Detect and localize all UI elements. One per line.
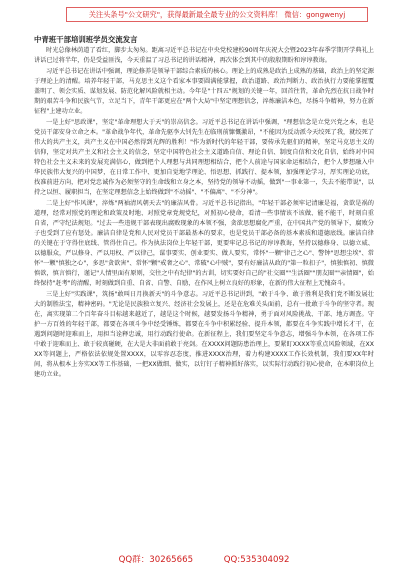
paragraph-theory: 习近平总书记在讲话中强调，理论修养是领导干部综合素质的核心。理论上的成熟是政治上成熟的基础，政治上的坚定源于理论上的清醒。培养年轻干部，马克思主义这个看家本事要圆满能掌握，政治道路、政治判断力、政治执行力要能掌握覆盖明了、领会实质、谋划发展、防范化解风险就相主动。今年是"十四五"规划的关键一年，回首往昔，革命先烈在抗日战争时期的艰苦斗争和民族气节，立足当下，青年干部更应在"两个大局"中坚定理想信念，淬炼廉洁本色，尽扬斗争精神，努力在新征程"上建功立业。: [34, 68, 374, 115]
document-body: [34, 34, 374, 380]
qq-group-text: QQ群：30265665: [118, 555, 194, 565]
contact-footer: [0, 553, 408, 567]
paragraph-practice-course: 三是上好"实践课"，筑扬"敢叫日月换新天"的斗争意志。习近平总书记讲到，"敢于斗争、敢于胜利是我们党不断发展壮大的制胜法宝，精神密码。"无论是民族独立复兴、经济社会发展上，还是在危难关头面前，总有一批敢于斗争的坚守者。现在，离实现第二个百年奋斗目标越来越近了，越是这个时候，越要发扬斗争精神，勇于面对风险挑战、干部、地方调查。守护一方百姓的年轻干部，都要在各项斗争中经受锤炼，都要在斗争中积累经验、提升本领，都要在斗争实践中增长才干，在遇到问题时迎难而上，用担当诠释忠诚，用行动践行使命。在新征程上，我们要坚定斗争意志，增强斗争本领，在各项工作中敢于迎难而上、敢于较真碰硬，在大是大非面前敢于亮剑。在XXXX问题防患治理上，要紧盯XXXX等重点风险领域，在XXXX等问题上，严格依法依规处置XXXX，以零容忍态度，推进XXXX治理，着力构建XXXX工作长效机制，我们要XX年时间，将从根本上夯实XX等工作基础，一把XX做细、做实，以钉钉子精神抓好落实，以实际行动践行初心使命，在本职岗位上建功立业。: [34, 291, 374, 378]
promo-banner[interactable]: 关注头条号"公文研究"，获得最新最全最专业的公文资料库！ 微信：gongwenyj: [66, 7, 368, 22]
paragraph-intro: 时光总像林荫道了看红，脚步太匆匆。距离习近平总书记在中央党校建校90周年庆祝大会暨2023年春季学期开学典礼上讲话已过将半年，仍是受益匪浅，今天重温了习总书记的讲话精神，再次体会到其中的殷殷期盼和谆谆教诲。: [34, 47, 374, 64]
paragraph-conduct-course: 二是上好"作风课"，淬炼"两袖清风朝天去"的廉洁风骨。习近平总书记指出，"年轻干部必须牢记清廉是福，贪欲是祸的道理，经常对照党的理论和政策及时地、对照党章党规党纪，对照初心使命，看清一些事情该不该做、能不能干，时刻自重自省，严守纪法规矩。"过去一些违规干部表现出腐败现象的本领不强，贪欲思想腐化严重，在中国共产党的领导下，腐败分子也受到了应有惩处。廉洁自律是党和人民对党员干部最基本的要求，也是党员干部必备的基本素质和道德底线。廉洁自律的关键在于守得住底线、管得住自己。作为执法岗位上年轻干部，更要牢记总书记的谆谆教诲，坚持以德修身、以德立威、以德服众，严以修身、严以用权、严以律己，谋事要实、创业要实、做人要实，常怀"一颗"律己之心"、警钟"思想尘埃"、常怀"一颗"慎独之心"，多思"贪欲害"、常怀"颗"戒奢之心"、常破"心中贼"，要有好廉洁从政的"第一粒扣子"，慎独慎初、慎微慎欲，慎言慎行，谨记"人情里面有原则，交往之中有纪律"的古训，切实要好自己的"社交圈""生活圈""朋友圈""亲情圈"，始终保持"赶考"的清醒，时刻做到自重、自省、自警、自励，在作风上树立良好的形象，在新的伟大征程上无愧奋斗。: [34, 200, 374, 287]
paragraph-ideology-course: 一是上好"思政课"，坚定"革命理想大于天"的崇高信念。习近平总书记在讲话中强调，"理想信念是立党兴党之本，也是党员干部安身立命之本。"革命战争年代，革命先驱李大钊先生在临刑前慷慨激昂，"不能因为反动派今天绞死了我，就绞死了伟大的共产主义，共产主义在中国必然得到光辉的胜利！"作为新时代的年轻干部，要传承先驱们的精神，坚定马克思主义的信仰，坚定对共产主义和社会主义的信念，坚定中国特色社会主义道路自信、理论自信、制度自信和文化自信，始终对中国特色社会主义未来的发展充满信心，做到把个人理想与共同理想相结合，把个人前途与国家命运相结合，把个人梦想融入中华民族伟大复兴的中国梦，在日常工作中、更加自觉地学理论、悟思想、抓践行、提本领，加强理论学习，厚实理论功底，找准前进方向，把对党忠诚作为必须坚守的生命线和立身之本，坚持党的领导不动摇，做到"一事业第一，失去不能带说"，以持之以恒、履职担当，在坚定理想信念上始终做到"不动摇"、"不偏离"、"不分神"。: [34, 119, 374, 196]
document-title: 中青班干部培训班学员交流发言: [34, 35, 138, 44]
qq-number-text: QQ:535304092: [223, 555, 290, 565]
